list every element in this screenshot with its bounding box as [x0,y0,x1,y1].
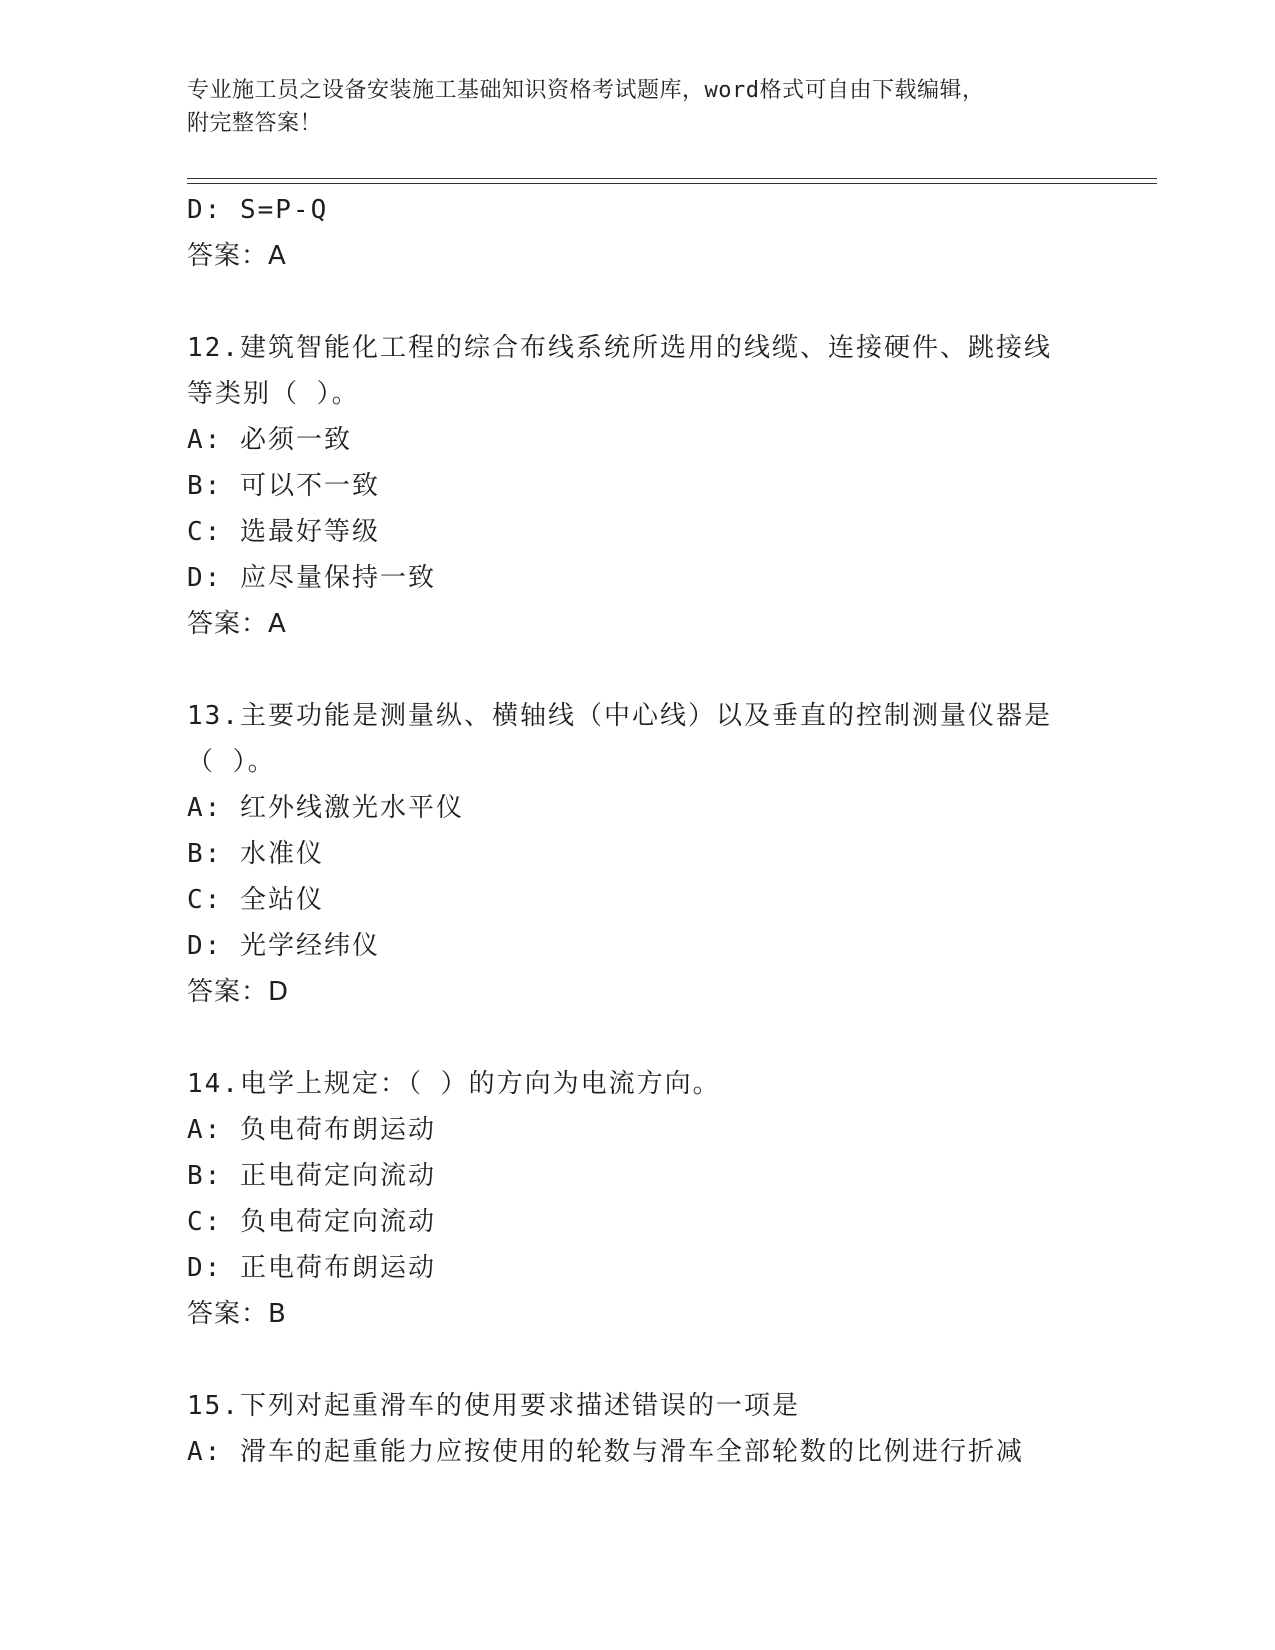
option-a: A: 必须一致 [187,425,352,455]
option-d: D: 正电荷布朗运动 [187,1253,436,1283]
question-15 [187,1383,1157,1475]
question-content [187,187,1157,1475]
option-a: A: 负电荷布朗运动 [187,1115,436,1145]
spacer [187,1015,1157,1061]
document-header [187,74,1067,140]
question-stem: 14.电学上规定：（ ）的方向为电流方向。 [187,1069,721,1099]
option-b: B: 水准仪 [187,839,324,869]
option-a: A: 红外线激光水平仪 [187,793,464,823]
question-stem: 12.建筑智能化工程的综合布线系统所选用的线缆、连接硬件、跳接线 [187,333,1052,363]
option-b: B: 正电荷定向流动 [187,1161,436,1191]
header-divider-top [187,178,1157,179]
header-line-1: 专业施工员之设备安装施工基础知识资格考试题库，word格式可自由下载编辑， [187,78,985,103]
header-line-2: 附完整答案！ [187,111,323,136]
option-d: D: 应尽量保持一致 [187,563,436,593]
option-a: A: 滑车的起重能力应按使用的轮数与滑车全部轮数的比例进行折减 [187,1437,1024,1467]
spacer [187,647,1157,693]
question-stem: 15.下列对起重滑车的使用要求描述错误的一项是 [187,1391,800,1421]
option-d: D: 光学经纬仪 [187,931,380,961]
option-c: C: 负电荷定向流动 [187,1207,436,1237]
option-c: C: 全站仪 [187,885,324,915]
question-12 [187,325,1157,647]
question-stem-cont: （ ）。 [187,747,276,777]
question-stem: 13.主要功能是测量纵、横轴线（中心线）以及垂直的控制测量仪器是 [187,701,1052,731]
option-b: B: 可以不一致 [187,471,380,501]
question-stem-cont: 等类别（ ）。 [187,379,360,409]
answer-line: 答案：A [187,241,287,271]
header-divider-bottom [187,183,1157,184]
option-c: C: 选最好等级 [187,517,380,547]
document-page [187,0,1157,1650]
answer-line: 答案：A [187,609,287,639]
option-d: D: S=P-Q [187,195,329,225]
answer-line: 答案：B [187,1299,287,1329]
spacer [187,1337,1157,1383]
answer-line: 答案：D [187,977,290,1007]
question-13 [187,693,1157,1015]
spacer [187,279,1157,325]
question-14 [187,1061,1157,1337]
